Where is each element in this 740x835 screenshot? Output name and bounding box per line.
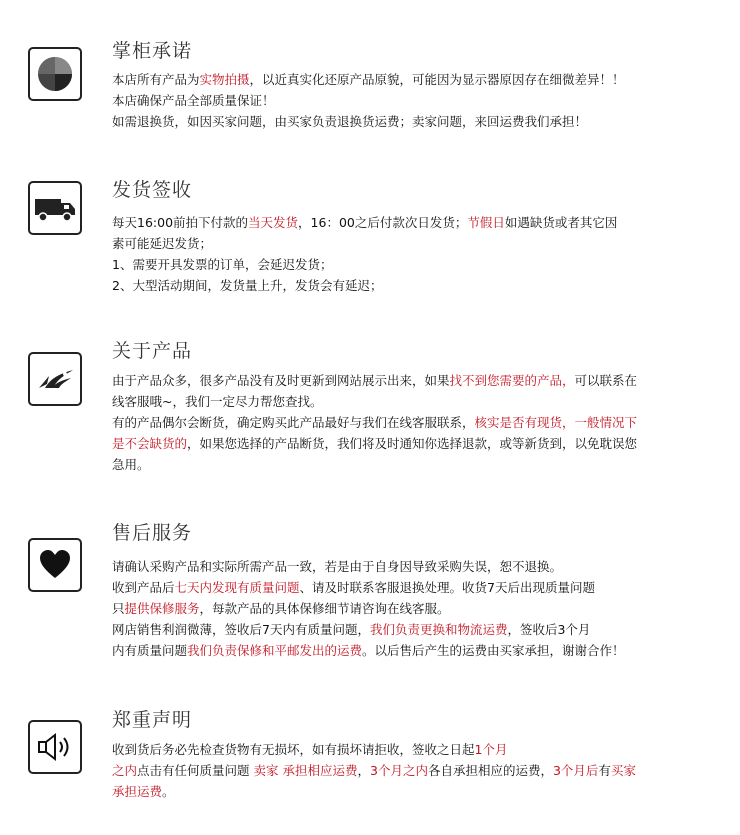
truck-icon <box>28 181 82 235</box>
body-line <box>112 760 672 781</box>
body-text: ，以近真实化还原产品原貌，可能因为显示器原因存在细微差异！！ <box>249 72 625 87</box>
body-text: 1、需要开具发票的订单，会延迟发货； <box>112 257 333 272</box>
body-text: 。 <box>162 784 175 799</box>
section-title: 售后服务 <box>112 522 193 544</box>
body-line <box>112 111 672 132</box>
highlight-text: 买家 <box>610 763 636 778</box>
section-body <box>112 69 672 132</box>
body-line <box>112 739 672 760</box>
section-title: 郑重声明 <box>112 709 193 731</box>
body-text: 急用。 <box>112 457 150 472</box>
highlight-text: 核实是否有现货，一般情况下 <box>474 415 638 430</box>
highlight-text: 提供保修服务 <box>124 601 200 616</box>
body-text: 、请及时联系客服退换处理。收货7天后出现质量问题 <box>299 580 595 595</box>
body-line <box>112 454 672 475</box>
body-text: 网店销售利润微薄，签收后7天内有质量问题， <box>112 622 370 637</box>
section-title: 掌柜承诺 <box>112 40 193 62</box>
body-text: 如遇缺货或者其它因 <box>504 215 618 230</box>
body-line <box>112 577 672 598</box>
body-line <box>112 233 672 254</box>
highlight-text: 1个月 <box>474 742 508 757</box>
body-line <box>112 212 672 233</box>
body-text: ，每款产品的具体保修细节请咨询在线客服。 <box>199 601 450 616</box>
body-line <box>112 412 672 433</box>
highlight-text: 我们负责更换和物流运费 <box>369 622 508 637</box>
body-text: 2、大型活动期间，发货量上升，发货会有延迟； <box>112 278 383 293</box>
flame-icon <box>28 352 82 406</box>
heart-icon <box>28 538 82 592</box>
body-line <box>112 254 672 275</box>
body-line <box>112 640 672 661</box>
body-text: 可以联系在 <box>574 373 638 388</box>
highlight-text: 承担运费 <box>112 784 163 799</box>
body-line <box>112 556 672 577</box>
highlight-text: 卖家 承担相应运费 <box>253 763 358 778</box>
body-text: ， <box>357 763 370 778</box>
body-line <box>112 370 672 391</box>
body-text: 有的产品偶尔会断货，确定购买此产品最好与我们在线客服联系， <box>112 415 475 430</box>
body-line <box>112 433 672 454</box>
section-title: 发货签收 <box>112 179 193 201</box>
body-line <box>112 598 672 619</box>
body-line <box>112 781 672 802</box>
body-text: 如需退换货，如因买家问题，由买家负责退换货运费；卖家问题，来回运费我们承担！ <box>112 114 588 129</box>
body-text: 有 <box>598 763 611 778</box>
body-text: 收到货后务必先检查货物有无损坏，如有损坏请拒收，签收之日起 <box>112 742 475 757</box>
body-line <box>112 69 672 90</box>
body-text: 素可能延迟发货； <box>112 236 213 251</box>
body-text: ，如果您选择的产品断货，我们将及时通知你选择退款，或等新货到，以免耽误您 <box>187 436 638 451</box>
highlight-text: 之内 <box>112 763 138 778</box>
body-text: 点击有任何质量问题 <box>137 763 254 778</box>
body-text: 本店确保产品全部质量保证！ <box>112 93 275 108</box>
body-text: 。以后售后产生的运费由买家承担，谢谢合作！ <box>362 643 625 658</box>
highlight-text: 节假日 <box>467 215 505 230</box>
highlight-text: 3个月后 <box>552 763 599 778</box>
body-text: 每天16:00前拍下付款的 <box>112 215 249 230</box>
body-line <box>112 619 672 640</box>
body-text: ，签收后3个月 <box>507 622 591 637</box>
section-body <box>112 556 672 661</box>
body-text: 本店所有产品为 <box>112 72 200 87</box>
body-text: 只 <box>112 601 125 616</box>
pie-chart-icon <box>28 47 82 101</box>
body-text: 各自承担相应的运费， <box>427 763 553 778</box>
highlight-text: 是不会缺货的 <box>112 436 188 451</box>
speaker-icon <box>28 720 82 774</box>
highlight-text: 实物拍摄 <box>199 72 250 87</box>
body-text: 收到产品后 <box>112 580 175 595</box>
body-text: 内有质量问题 <box>112 643 188 658</box>
body-text: 线客服哦~，我们一定尽力帮您查找。 <box>112 394 323 409</box>
body-line <box>112 391 672 412</box>
highlight-text: 找不到您需要的产品， <box>449 373 575 388</box>
body-text: 请确认采购产品和实际所需产品一致，若是由于自身因导致采购失误，恕不退换。 <box>112 559 563 574</box>
highlight-text: 3个月之内 <box>370 763 428 778</box>
highlight-text: 我们负责保修和平邮发出的运费 <box>187 643 363 658</box>
highlight-text: 七天内发现有质量问题 <box>174 580 300 595</box>
section-title: 关于产品 <box>112 340 193 362</box>
highlight-text: 当天发货 <box>248 215 299 230</box>
section-body <box>112 212 672 296</box>
body-text: ，16：00之后付款次日发货； <box>298 215 468 230</box>
body-line <box>112 90 672 111</box>
body-line <box>112 275 672 296</box>
body-text: 由于产品众多，很多产品没有及时更新到网站展示出来，如果 <box>112 373 450 388</box>
section-body <box>112 739 672 802</box>
section-body <box>112 370 672 475</box>
